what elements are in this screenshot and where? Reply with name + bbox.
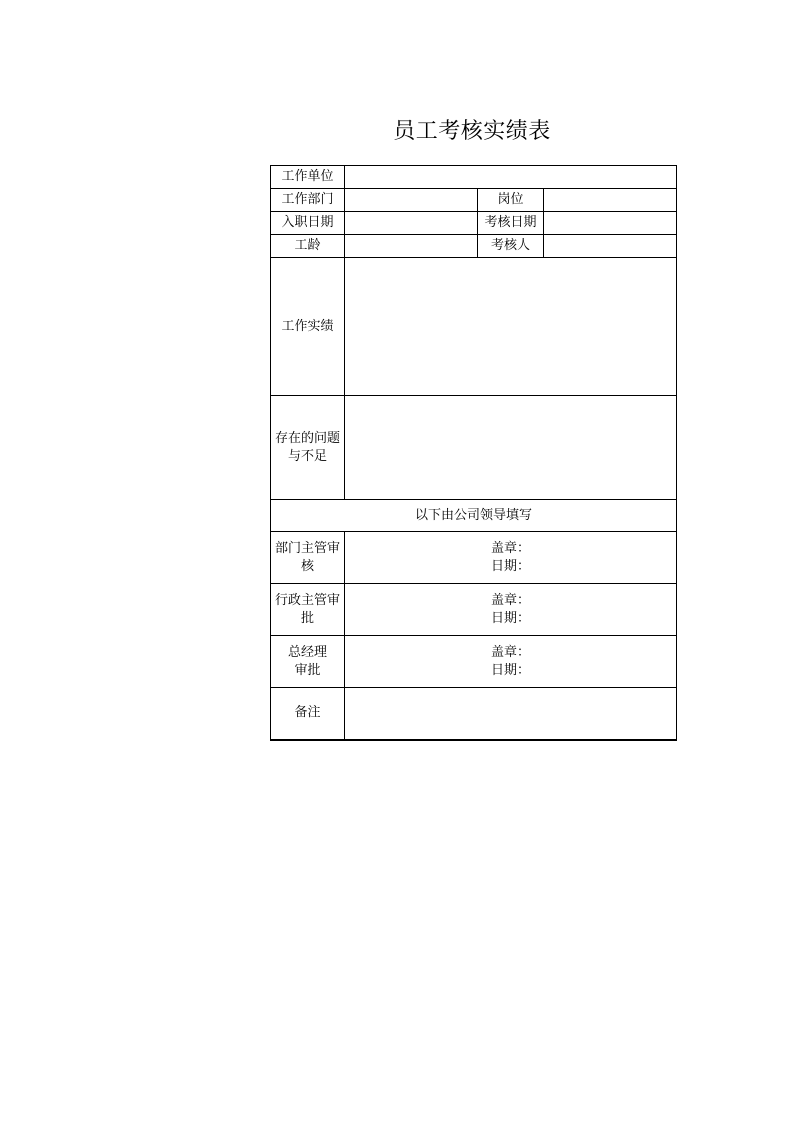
dept-manager-label-text: 部门主管审核 xyxy=(275,540,341,574)
evaluator-field[interactable] xyxy=(544,235,677,258)
evaluator-label: 考核人 xyxy=(478,235,544,258)
signature-block xyxy=(491,592,530,628)
date-label: 日期： xyxy=(491,662,531,678)
seniority-label: 工龄 xyxy=(271,235,345,258)
dept-manager-signature-field[interactable] xyxy=(345,532,677,584)
post-field[interactable] xyxy=(544,189,677,212)
signature-block xyxy=(491,540,530,576)
admin-manager-label xyxy=(271,584,345,636)
remarks-label: 备注 xyxy=(271,688,345,740)
issues-label xyxy=(271,396,345,500)
date-label: 日期： xyxy=(491,558,531,574)
leaders-section-heading: 以下由公司领导填写 xyxy=(271,500,677,532)
issues-field[interactable] xyxy=(345,396,677,500)
row-work-unit xyxy=(271,166,677,189)
hire-date-label: 入职日期 xyxy=(271,212,345,235)
stamp-label: 盖章： xyxy=(491,592,531,608)
department-label: 工作部门 xyxy=(271,189,345,212)
remarks-field[interactable] xyxy=(345,688,677,740)
evaluation-date-label: 考核日期 xyxy=(478,212,544,235)
row-general-manager-approval xyxy=(271,636,677,688)
date-label: 日期： xyxy=(491,610,531,626)
stamp-label: 盖章： xyxy=(491,540,531,556)
row-seniority xyxy=(271,235,677,258)
work-unit-label: 工作单位 xyxy=(271,166,345,189)
general-manager-label-text: 总经理审批 xyxy=(287,644,327,678)
work-unit-field[interactable] xyxy=(345,166,677,189)
seniority-field[interactable] xyxy=(345,235,478,258)
row-performance xyxy=(271,258,677,396)
admin-manager-signature-field[interactable] xyxy=(345,584,677,636)
signature-block xyxy=(491,644,530,680)
row-department xyxy=(271,189,677,212)
general-manager-signature-field[interactable] xyxy=(345,636,677,688)
dept-manager-label xyxy=(271,532,345,584)
post-label: 岗位 xyxy=(478,189,544,212)
stamp-label: 盖章： xyxy=(491,644,531,660)
row-admin-manager-approval xyxy=(271,584,677,636)
issues-label-text: 存在的问题与不足 xyxy=(275,430,341,464)
row-hire-date xyxy=(271,212,677,235)
general-manager-label xyxy=(271,636,345,688)
row-issues xyxy=(271,396,677,500)
row-leaders-section xyxy=(271,500,677,532)
hire-date-field[interactable] xyxy=(345,212,478,235)
evaluation-form-table xyxy=(270,165,677,741)
admin-manager-label-text: 行政主管审批 xyxy=(275,592,341,626)
performance-field[interactable] xyxy=(345,258,677,396)
department-field[interactable] xyxy=(345,189,478,212)
performance-label xyxy=(271,258,345,396)
page-title: 员工考核实绩表 xyxy=(393,119,551,144)
evaluation-date-field[interactable] xyxy=(544,212,677,235)
row-remarks xyxy=(271,688,677,740)
performance-label-text: 工作实绩 xyxy=(281,318,334,334)
row-dept-manager-approval xyxy=(271,532,677,584)
